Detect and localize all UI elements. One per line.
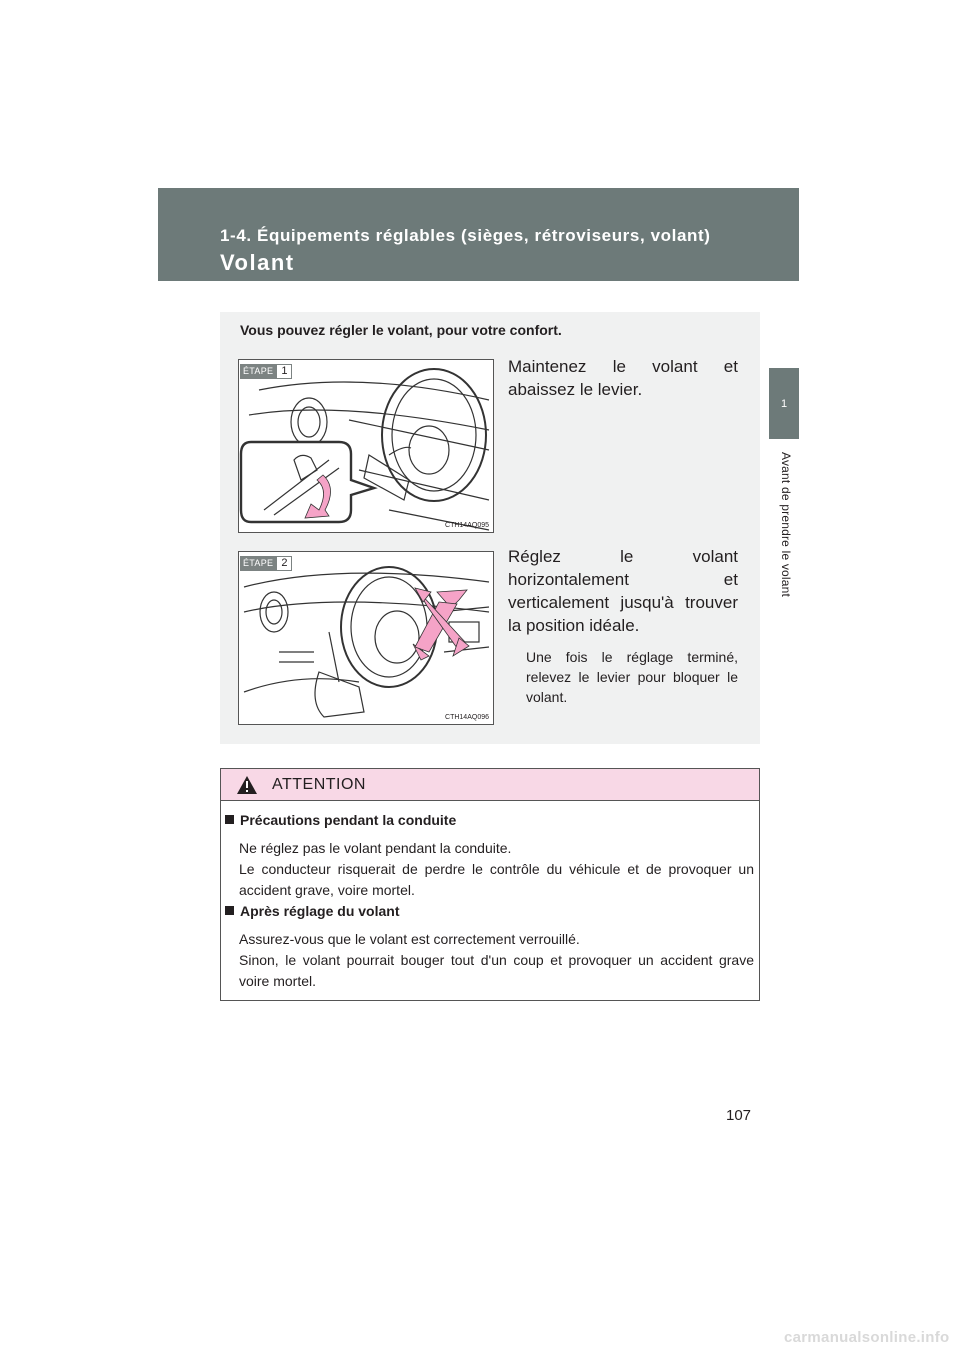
step-2-figure-code: CTH14AQ096 bbox=[445, 714, 489, 721]
caution-box bbox=[220, 768, 760, 1001]
steering-adjust-drawing-icon bbox=[239, 552, 494, 725]
step-1-text: Maintenez le volant et abaissez le levier. bbox=[508, 357, 738, 399]
watermark: carmanualsonline.info bbox=[784, 1329, 950, 1346]
square-bullet-icon bbox=[225, 906, 234, 915]
step-2-tag-number: 2 bbox=[276, 556, 292, 571]
warning-icon bbox=[236, 775, 258, 795]
step-1-illustration bbox=[238, 359, 494, 533]
step-2-illustration bbox=[238, 551, 494, 725]
caution-item-heading-text: Précautions pendant la conduite bbox=[240, 812, 457, 828]
procedure-intro: Vous pouvez régler le volant, pour votre confort. bbox=[240, 322, 562, 338]
step-1-tag-number: 1 bbox=[276, 364, 292, 379]
chapter-label: Avant de prendre le volant bbox=[779, 452, 793, 598]
procedure-box bbox=[220, 312, 760, 744]
caution-item-heading-text: Après réglage du volant bbox=[240, 903, 400, 919]
caution-header bbox=[221, 769, 759, 801]
step-1-tag-word: ÉTAPE bbox=[240, 364, 276, 379]
page-header bbox=[158, 188, 799, 281]
page-title: Volant bbox=[220, 250, 295, 275]
caution-item-line: Assurez-vous que le volant est correctement verrouillé. bbox=[239, 931, 580, 947]
caution-item-line: Sinon, le volant pourrait bouger tout d'un coup et provoquer un accident grave voire mortel. bbox=[239, 952, 754, 989]
caution-label: ATTENTION bbox=[272, 776, 366, 793]
caution-item-heading bbox=[225, 903, 399, 919]
caution-item-heading bbox=[225, 812, 456, 828]
step-2-note: Une fois le réglage terminé, relevez le levier pour bloquer le volant. bbox=[526, 649, 738, 705]
step-2-tag-word: ÉTAPE bbox=[240, 556, 276, 571]
step-2-tag bbox=[240, 556, 292, 571]
step-1-figure-code: CTH14AQ095 bbox=[445, 522, 489, 529]
caution-item-line: Ne réglez pas le volant pendant la conduite. bbox=[239, 840, 512, 856]
step-2-text: Réglez le volant horizontalement et verticalement jusqu'à trouver la position idéale. bbox=[508, 547, 738, 635]
steering-lever-drawing-icon bbox=[239, 360, 494, 533]
page-number: 107 bbox=[726, 1107, 752, 1124]
caution-item-line: Le conducteur risquerait de perdre le contrôle du véhicule et de provoquer un accident grave, voire mortel. bbox=[239, 861, 754, 898]
chapter-tab[interactable]: 1 bbox=[769, 368, 799, 439]
section-title: 1-4. Équipements réglables (sièges, rétroviseurs, volant) bbox=[220, 226, 711, 245]
square-bullet-icon bbox=[225, 815, 234, 824]
step-1-tag bbox=[240, 364, 292, 379]
